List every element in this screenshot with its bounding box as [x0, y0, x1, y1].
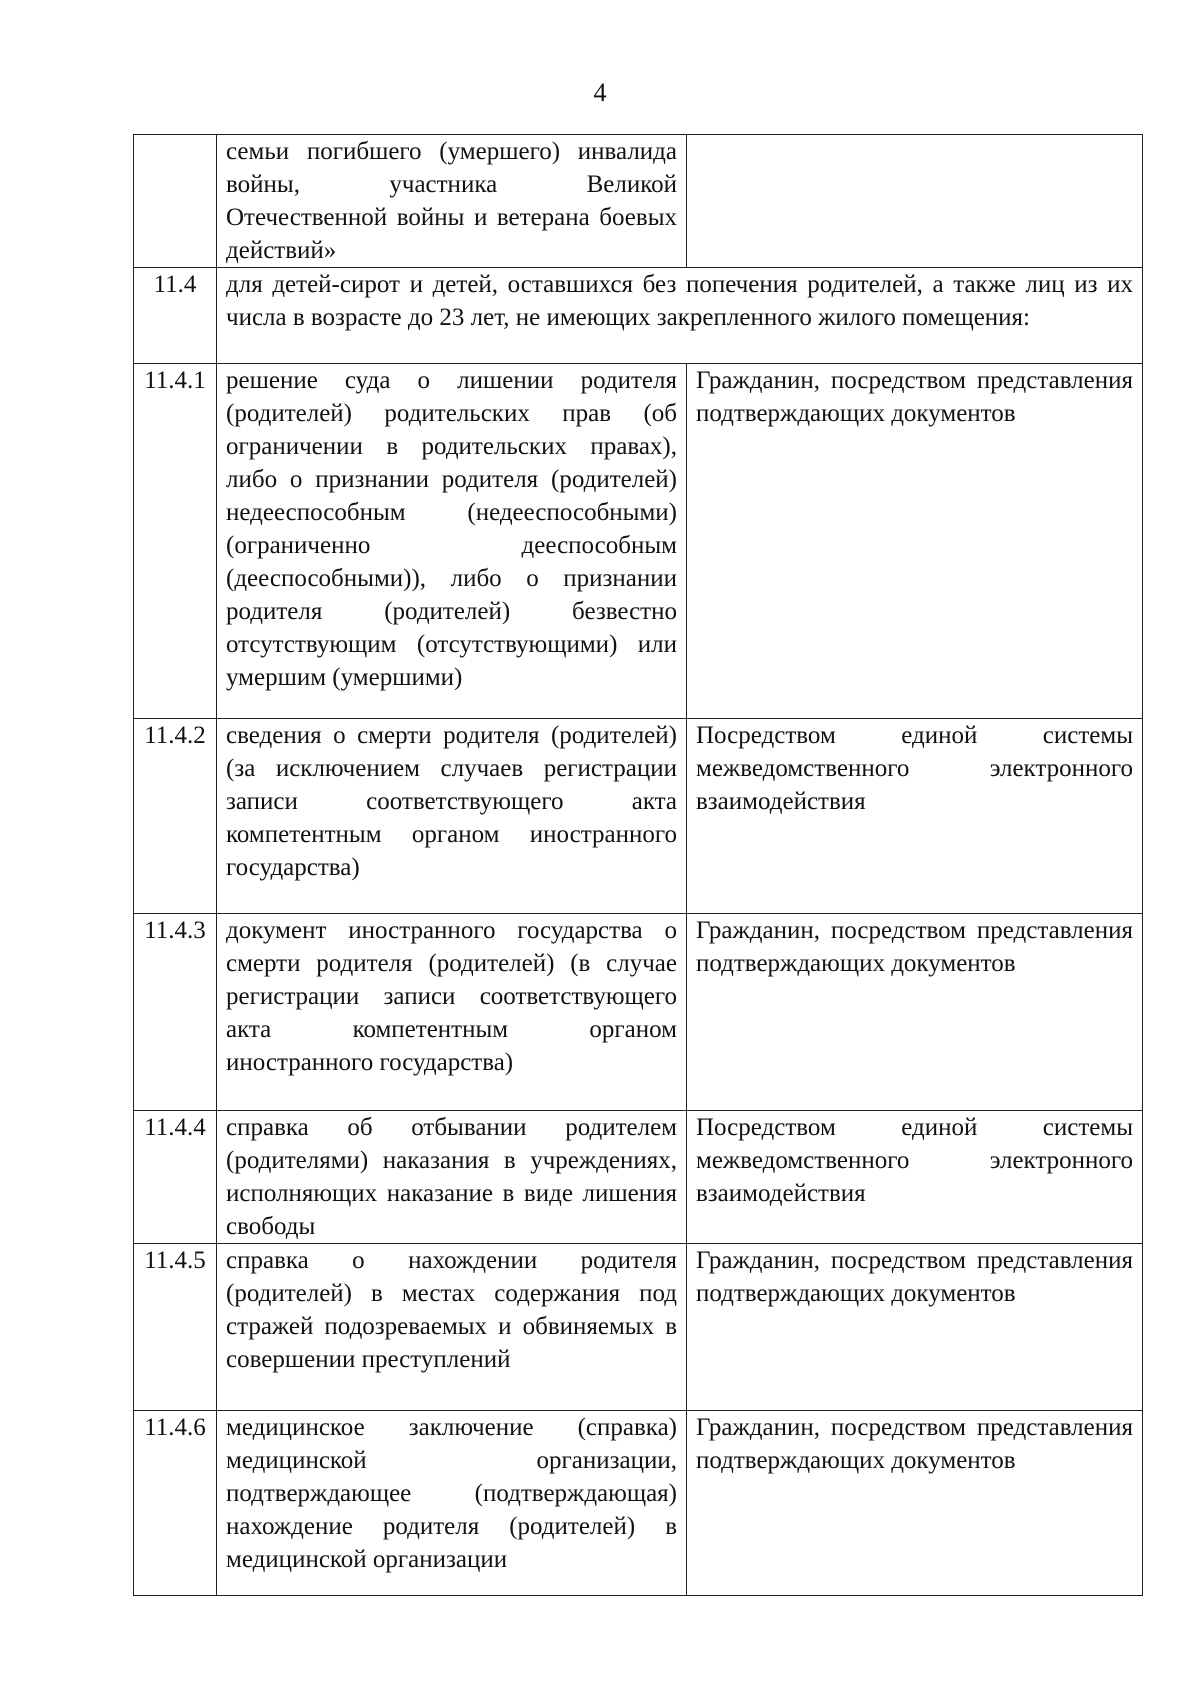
document-description: справка об отбывании родителем (родителями) наказания в учреждениях, исполняющих наказание в виде лишения свободы	[217, 1111, 687, 1244]
table-row	[134, 1111, 1143, 1244]
table-row	[134, 268, 1143, 364]
table-row	[134, 1244, 1143, 1411]
submission-method: Гражданин, посредством представления подтверждающих документов	[687, 364, 1143, 719]
submission-method	[687, 135, 1143, 268]
item-number: 11.4.5	[134, 1244, 217, 1411]
table-row	[134, 914, 1143, 1111]
table-row	[134, 135, 1143, 268]
item-number: 11.4.4	[134, 1111, 217, 1244]
item-number: 11.4.2	[134, 719, 217, 914]
item-number: 11.4.3	[134, 914, 217, 1111]
document-description: документ иностранного государства о смерти родителя (родителей) (в случае регистрации записи соответствующего акта компетентным органом иностранного государства)	[217, 914, 687, 1111]
submission-method: Посредством единой системы межведомственного электронного взаимодействия	[687, 1111, 1143, 1244]
document-description: медицинское заключение (справка) медицинской организации, подтверждающее (подтверждающая) нахождение родителя (родителей) в медицинской организации	[217, 1411, 687, 1596]
table-row	[134, 1411, 1143, 1596]
submission-method: Гражданин, посредством представления подтверждающих документов	[687, 1411, 1143, 1596]
document-description: решение суда о лишении родителя (родителей) родительских прав (об ограничении в родительских правах), либо о признании родителя (родителей) недееспособным (недееспособными) (ограниченно дееспособным (дееспособными)), либо о признании родителя (родителей) безвестно отсутствующим (отсутствующими) или умершим (умершими)	[217, 364, 687, 719]
submission-method: Посредством единой системы межведомственного электронного взаимодействия	[687, 719, 1143, 914]
table-row	[134, 719, 1143, 914]
document-description: справка о нахождении родителя (родителей) в местах содержания под стражей подозреваемых и обвиняемых в совершении преступлений	[217, 1244, 687, 1411]
item-number: 11.4.6	[134, 1411, 217, 1596]
item-number: 11.4.1	[134, 364, 217, 719]
submission-method: Гражданин, посредством представления подтверждающих документов	[687, 914, 1143, 1111]
section-heading: для детей-сирот и детей, оставшихся без попечения родителей, а также лиц из их числа в возрасте до 23 лет, не имеющих закрепленного жилого помещения:	[217, 268, 1143, 364]
page-number: 4	[593, 78, 607, 107]
document-table	[133, 134, 1143, 1596]
table-row	[134, 364, 1143, 719]
item-number: 11.4	[134, 268, 217, 364]
item-number	[134, 135, 217, 268]
document-description: семьи погибшего (умершего) инвалида войны, участника Великой Отечественной войны и ветерана боевых действий»	[217, 135, 687, 268]
document-description: сведения о смерти родителя (родителей) (за исключением случаев регистрации записи соответствующего акта компетентным органом иностранного государства)	[217, 719, 687, 914]
submission-method: Гражданин, посредством представления подтверждающих документов	[687, 1244, 1143, 1411]
